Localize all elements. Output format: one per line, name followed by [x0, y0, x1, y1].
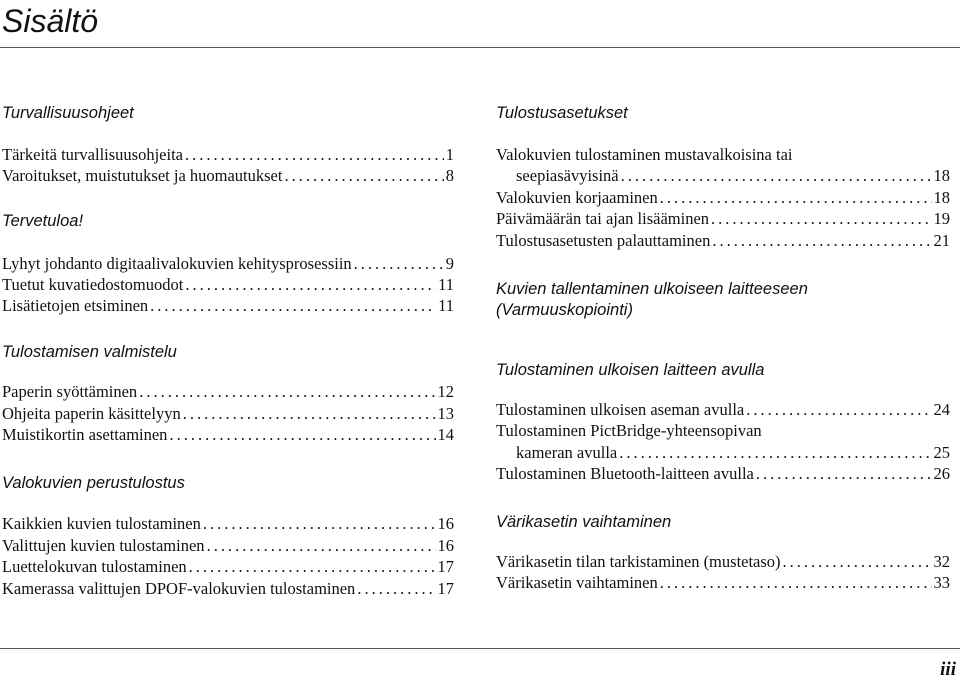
toc-entry-label: Tulostusasetusten palauttaminen — [496, 231, 711, 250]
toc-entry-page: 11 — [438, 275, 454, 294]
leader-dots — [207, 535, 436, 556]
toc-entry[interactable] — [496, 572, 950, 593]
toc-entry[interactable] — [2, 381, 454, 402]
toc-entry-page: 17 — [437, 579, 454, 598]
toc-entry-label: Tulostaminen ulkoisen aseman avulla — [496, 400, 745, 419]
section-heading-tallentaminen-line2: (Varmuuskopiointi) — [496, 301, 633, 319]
toc-entry-label: Valokuvien korjaaminen — [496, 188, 658, 207]
toc-entry-label: Kamerassa valittujen DPOF-valokuvien tulostaminen — [2, 579, 356, 598]
toc-entry[interactable] — [516, 442, 950, 463]
toc-entry-label: Tuetut kuvatiedostomuodot — [2, 275, 184, 294]
leader-dots — [139, 381, 435, 402]
leader-dots — [203, 513, 436, 534]
toc-entry-label: Varoitukset, muistutukset ja huomautukset — [2, 166, 283, 185]
toc-entry-page: 13 — [437, 404, 454, 423]
toc-entry-label: Paperin syöttäminen — [2, 382, 138, 401]
section-heading-tallentaminen: Kuvien tallentaminen ulkoiseen laitteeseen — [496, 280, 808, 298]
leader-dots — [354, 253, 444, 274]
leader-dots — [756, 463, 932, 484]
toc-entry-page: 9 — [445, 254, 454, 273]
toc-entry[interactable] — [2, 165, 454, 186]
section-heading-tulostamisen-valmistelu: Tulostamisen valmistelu — [2, 343, 177, 361]
toc-entry-page: 8 — [445, 166, 454, 185]
toc-entry-label: Värikasetin vaihtaminen — [496, 573, 658, 592]
toc-entry[interactable] — [2, 513, 454, 534]
leader-dots — [185, 274, 436, 295]
toc-entry-label: Lyhyt johdanto digitaalivalokuvien kehitysprosessiin — [2, 254, 352, 273]
toc-entry-page: 18 — [933, 188, 950, 207]
leader-dots — [183, 403, 436, 424]
toc-entry-label: kameran avulla — [516, 443, 618, 462]
toc-entry-label: Valittujen kuvien tulostaminen — [2, 536, 205, 555]
toc-entry[interactable] — [496, 187, 950, 208]
toc-entry-label: Värikasetin tilan tarkistaminen (mustetaso) — [496, 552, 781, 571]
toc-entry-page: 26 — [933, 464, 950, 483]
toc-entry[interactable] — [516, 165, 950, 186]
toc-entry-page: 32 — [933, 552, 950, 571]
toc-entry[interactable] — [2, 144, 454, 165]
leader-dots — [783, 551, 932, 572]
toc-entry[interactable] — [2, 295, 454, 316]
toc-entry-page: 16 — [437, 514, 454, 533]
bottom-divider — [0, 648, 960, 649]
toc-entry-label: seepiasävyisinä — [516, 166, 619, 185]
toc-entry-label-line1[interactable]: Tulostaminen PictBridge-yhteensopivan — [496, 421, 762, 440]
toc-entry-label-line1[interactable]: Valokuvien tulostaminen mustavalkoisina tai — [496, 145, 793, 164]
toc-entry[interactable] — [496, 230, 950, 251]
toc-entry-page: 18 — [933, 166, 950, 185]
toc-entry[interactable] — [496, 208, 950, 229]
toc-entry[interactable] — [496, 551, 950, 572]
toc-entry[interactable] — [2, 403, 454, 424]
toc-entry-page: 17 — [437, 557, 454, 576]
toc-entry-page: 1 — [445, 145, 454, 164]
toc-entry[interactable] — [2, 253, 454, 274]
toc-entry-label: Päivämäärän tai ajan lisääminen — [496, 209, 710, 228]
leader-dots — [712, 230, 931, 251]
toc-entry[interactable] — [2, 535, 454, 556]
section-heading-tervetuloa: Tervetuloa! — [2, 212, 84, 230]
toc-entry-page: 12 — [437, 382, 454, 401]
toc-entry-label: Muistikortin asettaminen — [2, 425, 168, 444]
leader-dots — [660, 187, 932, 208]
leader-dots — [746, 399, 931, 420]
toc-entry-page: 21 — [933, 231, 950, 250]
toc-entry[interactable] — [496, 463, 950, 484]
leader-dots — [185, 144, 444, 165]
section-heading-tulostusasetukset: Tulostusasetukset — [496, 104, 628, 122]
section-heading-ulkoinen-laite: Tulostaminen ulkoisen laitteen avulla — [496, 361, 765, 379]
leader-dots — [169, 424, 435, 445]
leader-dots — [189, 556, 436, 577]
leader-dots — [284, 165, 443, 186]
toc-entry-page: 24 — [933, 400, 950, 419]
section-heading-perustulostus: Valokuvien perustulostus — [2, 474, 185, 492]
section-heading-varikasetti: Värikasetin vaihtaminen — [496, 513, 672, 531]
toc-entry[interactable] — [2, 578, 454, 599]
leader-dots — [660, 572, 932, 593]
leader-dots — [619, 442, 931, 463]
toc-entry-label: Kaikkien kuvien tulostaminen — [2, 514, 201, 533]
toc-entry[interactable] — [2, 424, 454, 445]
top-divider — [0, 47, 960, 48]
toc-entry-label: Lisätietojen etsiminen — [2, 296, 149, 315]
toc-entry-page: 14 — [437, 425, 454, 444]
toc-entry-page: 16 — [437, 536, 454, 555]
toc-entry-label: Tärkeitä turvallisuusohjeita — [2, 145, 183, 164]
page-number: iii — [940, 659, 956, 680]
toc-entry-label: Luettelokuvan tulostaminen — [2, 557, 187, 576]
toc-entry[interactable] — [2, 556, 454, 577]
toc-entry[interactable] — [496, 399, 950, 420]
toc-entry-page: 11 — [438, 296, 454, 315]
page-title: Sisältö — [2, 3, 99, 39]
toc-entry-page: 33 — [933, 573, 950, 592]
toc-entry[interactable] — [2, 274, 454, 295]
section-heading-turvallisuusohjeet: Turvallisuusohjeet — [2, 104, 134, 122]
toc-entry-page: 25 — [933, 443, 950, 462]
leader-dots — [711, 208, 931, 229]
leader-dots — [357, 578, 435, 599]
toc-entry-page: 19 — [933, 209, 950, 228]
leader-dots — [150, 295, 436, 316]
leader-dots — [621, 165, 932, 186]
toc-entry-label: Tulostaminen Bluetooth-laitteen avulla — [496, 464, 754, 483]
toc-entry-label: Ohjeita paperin käsittelyyn — [2, 404, 181, 423]
